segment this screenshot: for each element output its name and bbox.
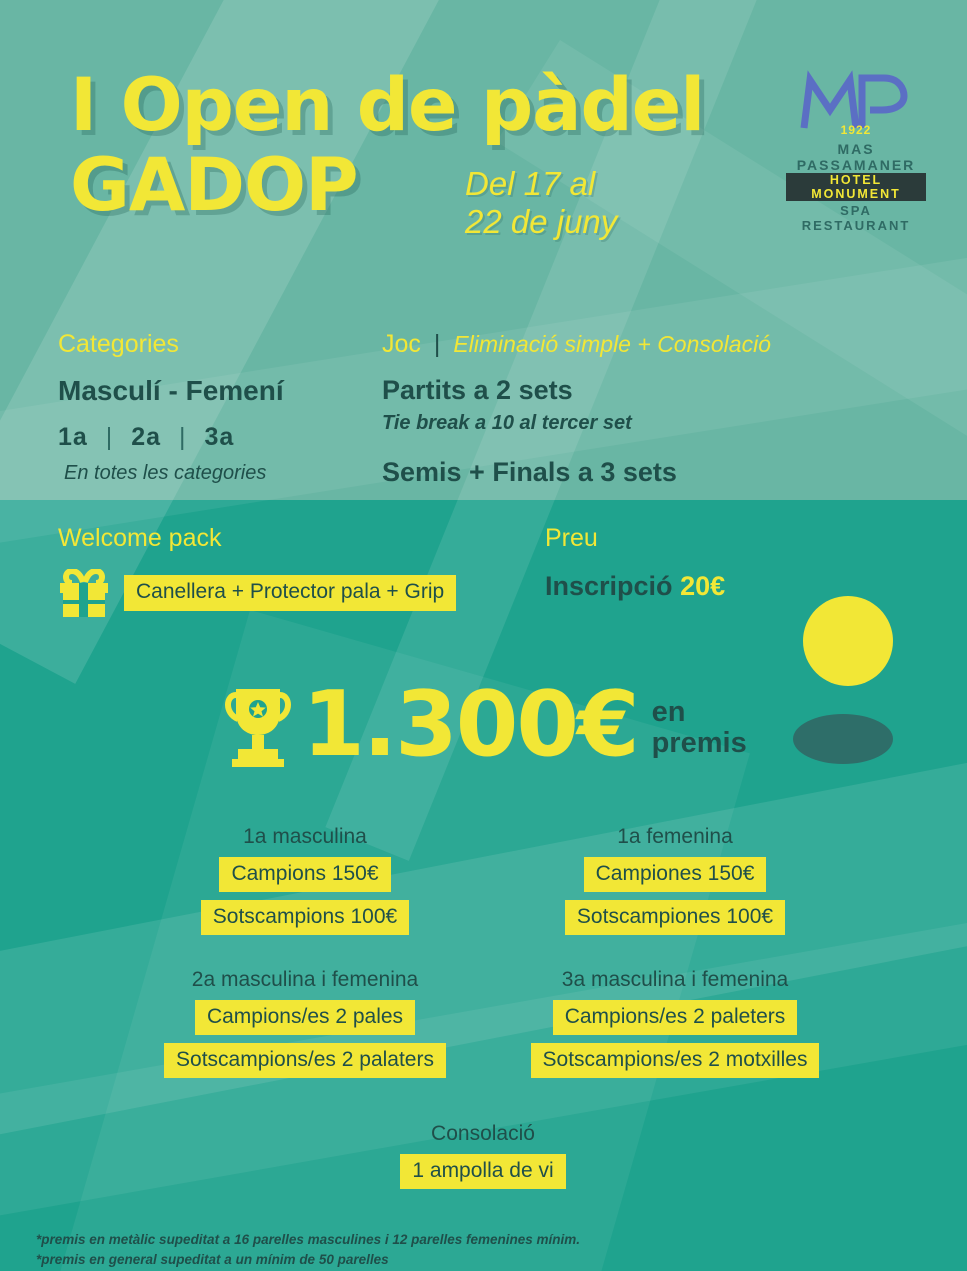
category-level-2: 2a [131,423,162,451]
prize-column-title: 2a masculina i femenina [191,968,419,991]
game-format-heading-label: Joc [382,330,421,358]
trophy-icon [220,683,296,767]
welcome-pack-row [58,569,518,617]
prize-chip: 1 ampolla de vi [400,1154,565,1189]
game-format-line-2: Tie break a 10 al tercer set [382,412,632,434]
category-separator-2: | [178,423,187,451]
logo-subtitle: HOTEL MONUMENT [786,173,926,201]
prize-chip: Campiones 150€ [584,857,767,892]
hotel-logo [786,70,926,233]
footnotes [36,1230,580,1271]
prize-chip: Sotscampions/es 2 motxilles [531,1043,820,1078]
prize-column-title: 1a femenina [617,825,733,848]
categories-section [58,330,388,485]
prize-chip: Campions/es 2 paleters [553,1000,798,1035]
prize-column-consolacio [288,1122,678,1189]
prize-column-1a-masculina [110,825,500,935]
category-separator-1: | [105,423,114,451]
prize-chip: Sotscampions 100€ [201,900,409,935]
welcome-pack-heading: Welcome pack [58,524,222,552]
price-heading: Preu [545,524,598,552]
prize-column-1a-femenina [480,825,870,935]
game-format-line-1: Partits a 2 sets [382,375,573,405]
game-format-section [382,330,852,488]
logo-name: MAS PASSAMANER [796,141,916,173]
total-prize-row [0,672,967,777]
prize-column-2a [110,968,500,1078]
logo-year: 1922 [840,123,872,137]
price-amount: 20€ [680,571,726,601]
title-line-1: I Open de pàdel [70,63,705,148]
total-prize-suffix-line-1: en [651,695,686,728]
padel-ball-icon [803,596,893,686]
event-dates [465,165,617,241]
total-prize-suffix [652,697,747,760]
game-format-heading [382,330,852,359]
prize-chip: Campions/es 2 pales [195,1000,415,1035]
category-level-1: 1a [58,423,88,451]
categories-main: Masculí - Femení [58,375,284,406]
categories-levels [58,423,388,452]
total-prize-amount: 1.300€ [302,672,638,777]
price-label: Inscripció [545,571,673,601]
game-format-line-3: Semis + Finals a 3 sets [382,457,677,487]
total-prize-suffix-line-2: premis [651,727,747,759]
prize-column-title: Consolació [431,1122,535,1145]
title-line-2: GADOP [70,142,358,228]
footnote-2: *premis en general supeditat a un mínim de 50 parelles [36,1252,389,1268]
game-format-heading-detail: Eliminació simple + Consolació [453,331,771,357]
gift-icon [58,569,110,617]
event-dates-line-1: Del 17 al [465,165,596,202]
event-dates-line-2: 22 de juny [465,202,618,240]
prize-column-title: 3a masculina i femenina [561,968,789,991]
categories-note: En totes les categories [64,462,267,484]
price-row [545,571,875,602]
welcome-pack-chip: Canellera + Protector pala + Grip [124,575,456,610]
logo-services: SPA RESTAURANT [801,203,911,233]
prize-column-title: 1a masculina [243,825,367,848]
price-section [545,524,875,602]
prize-chip: Campions 150€ [219,857,390,892]
prize-column-3a [480,968,870,1078]
category-level-3: 3a [204,423,235,451]
welcome-pack-section [58,524,518,617]
prize-chip: Sotscampions/es 2 palaters [164,1043,446,1078]
footnote-1: *premis en metàlic supeditat a 16 parelles masculines i 12 parelles femenines mínim. [36,1232,580,1247]
game-format-heading-separator: | [433,330,441,358]
prize-chip: Sotscampiones 100€ [565,900,785,935]
categories-heading: Categories [58,330,179,358]
